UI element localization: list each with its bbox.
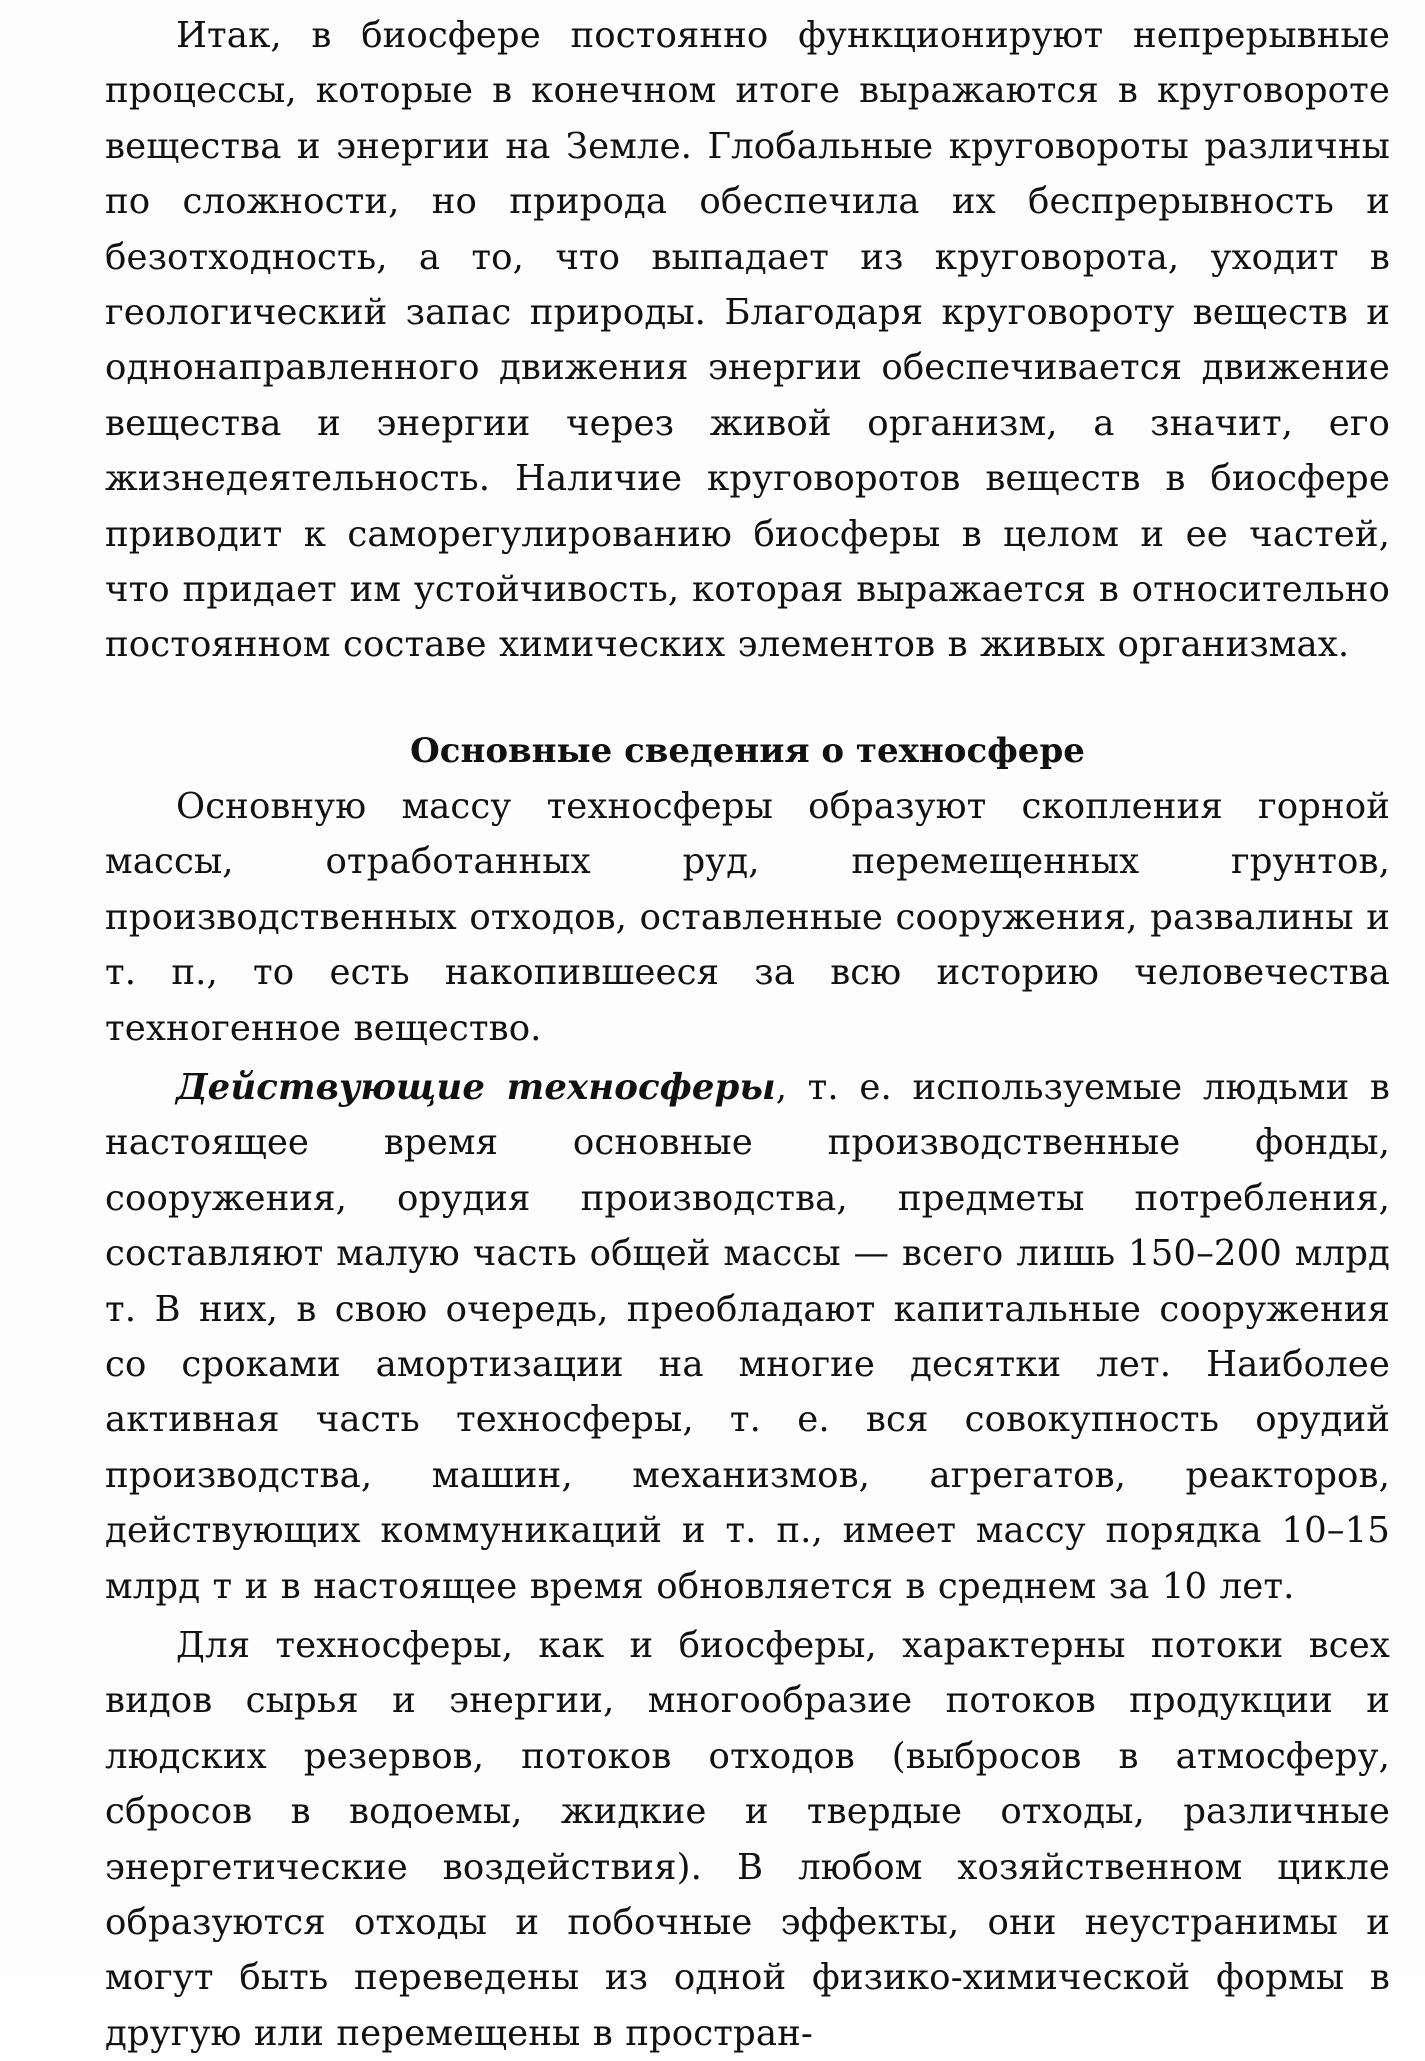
text-column xyxy=(105,8,1390,2061)
paragraph-active-technosphere-text: , т. е. используемые людьми в настоящее время основные производственные фонды, сооружения, орудия производства, предметы потребления, составляют малую часть общей массы — всего лишь 150–200 млрд т. В них, в свою очередь, преобладают капитальные сооружения со сроками амортизации на многие десятки лет. Наиболее активная часть техносферы, т. е. вся совокупность орудий производства, машин, механизмов, агрегатов, реакторов, действующих коммуникаций и т. п., имеет массу порядка 10–15 млрд т и в настоящее время обновляется в среднем за 10 лет. xyxy=(105,1066,1390,1607)
term-active-technospheres: Действующие техносферы xyxy=(176,1066,776,1108)
paragraph-active-technosphere xyxy=(105,1060,1390,1614)
spacer xyxy=(105,673,1390,724)
paragraph-technosphere-mass: Основную массу техносферы образуют скопления горной массы, отработанных руд, перемещенных грунтов, производственных отходов, оставленные сооружения, развалины и т. п., то есть накопившееся за всю историю человечества техногенное вещество. xyxy=(105,785,1390,1049)
paragraph-technosphere-flows: Для техносферы, как и биосферы, характерны потоки всех видов сырья и энергии, многообразие потоков продукции и людских резервов, потоков отходов (выбросов в атмосферу, сбросов в водоемы, жидкие и твердые отходы, различные энергетические воздействия). В любом хозяйственном цикле образуются отходы и побочные эффекты, они неустранимы и могут быть переведены из одной физико-химической формы в другую или перемещены в простран- xyxy=(105,1624,1390,2054)
intro-paragraph: Итак, в биосфере постоянно функционируют непрерывные процессы, которые в конечном итоге выражаются в круговороте вещества и энергии на Земле. Глобальные круговороты различны по сложности, но природа обеспечила их беспрерывность и безотходность, а то, что выпадает из круговорота, уходит в геологический запас природы. Благодаря круговороту веществ и однонаправленного движения энергии обеспечивается движение вещества и энергии через живой организм, а значит, его жизнедеятельность. Наличие круговоротов веществ в биосфере приводит к саморегулированию биосферы в целом и ее частей, что придает им устойчивость, которая выражается в относительно постоянном составе химических элементов в живых организмах. xyxy=(105,15,1390,666)
section-heading: Основные сведения о техносфере xyxy=(410,730,1085,771)
